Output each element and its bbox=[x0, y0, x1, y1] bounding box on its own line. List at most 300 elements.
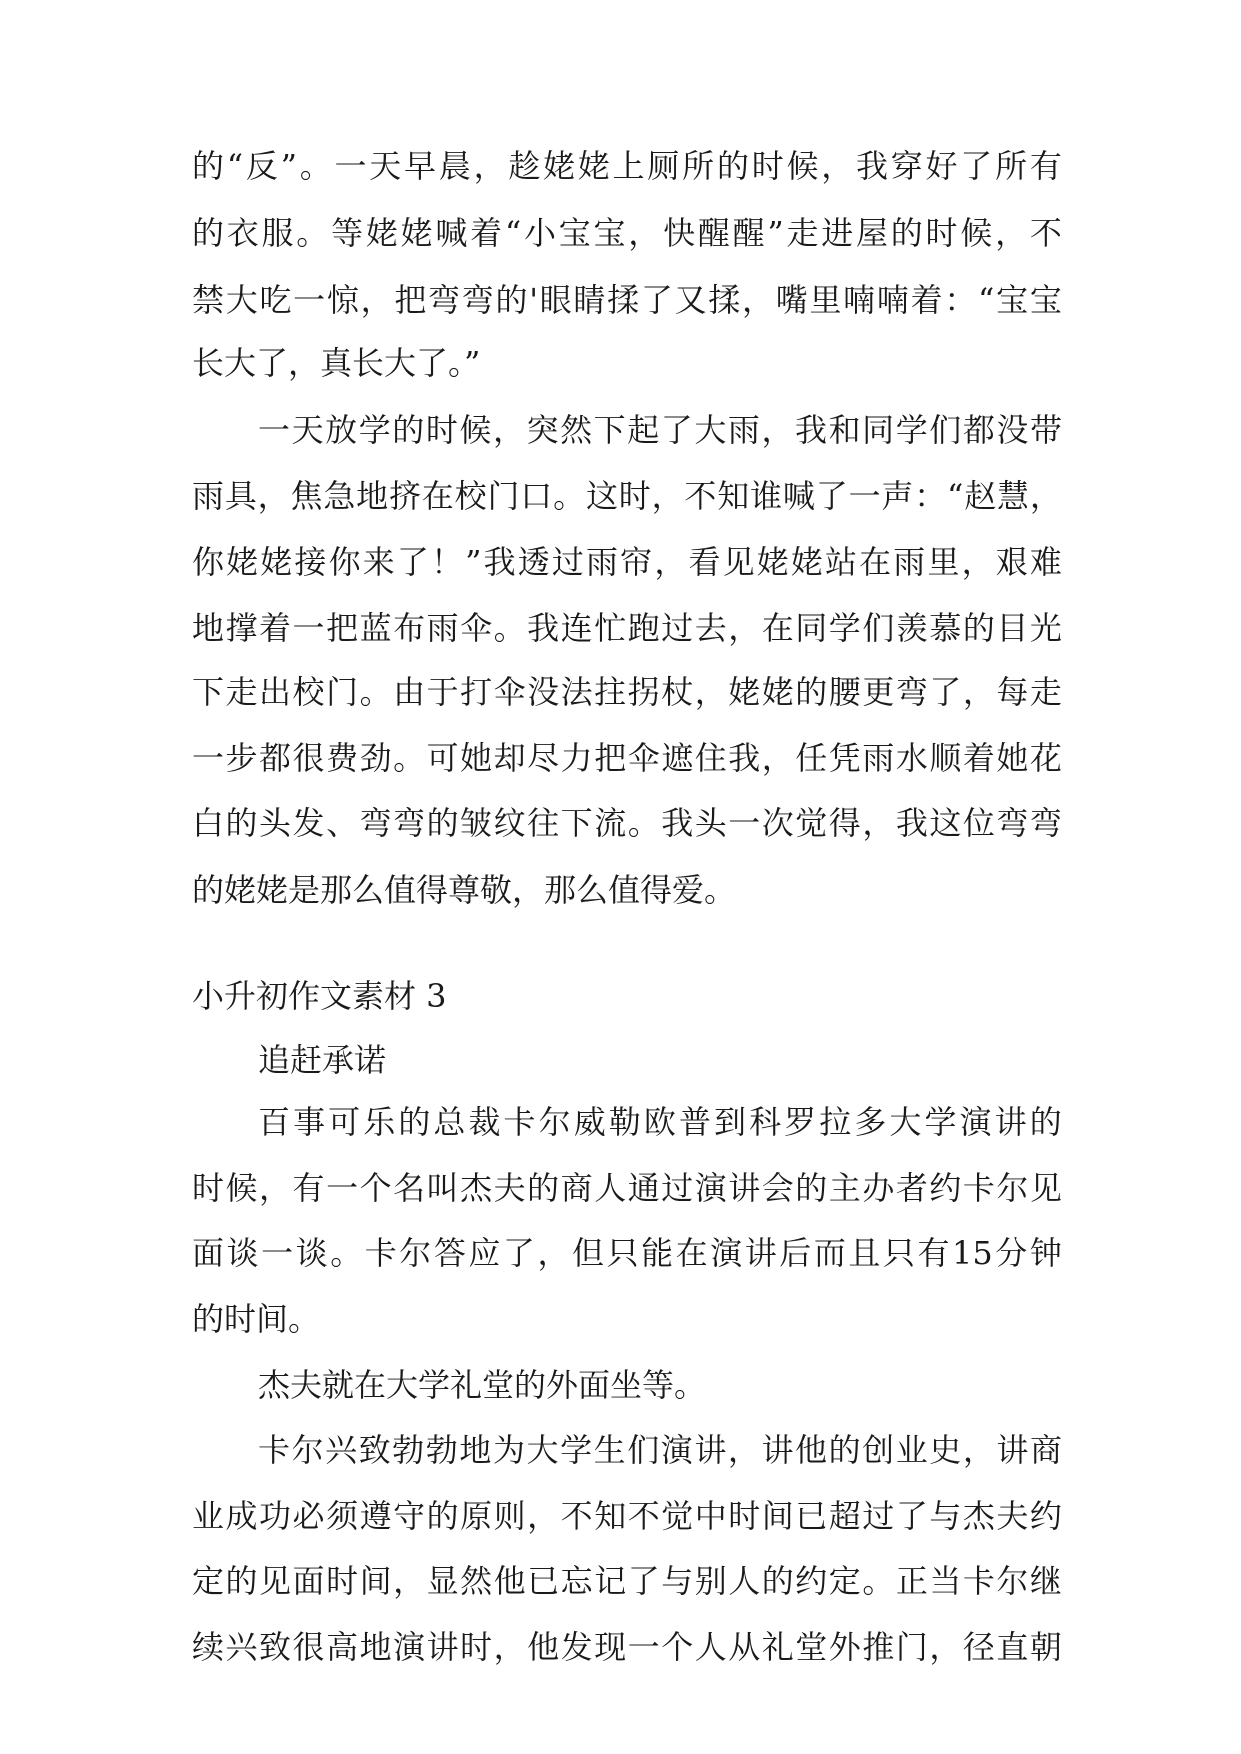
text-line bbox=[192, 1551, 1062, 1611]
glyph: 总 bbox=[433, 1103, 466, 1141]
glyph: 讲 bbox=[994, 1103, 1027, 1141]
glyph: 知 bbox=[717, 477, 750, 515]
glyph: 着 bbox=[259, 609, 292, 647]
glyph: 过 bbox=[862, 1497, 895, 1535]
glyph: 下 bbox=[560, 804, 593, 842]
glyph: 的 bbox=[795, 673, 828, 711]
text-line bbox=[192, 793, 1062, 853]
glyph: 她 bbox=[996, 739, 1029, 777]
glyph: 学 bbox=[924, 1103, 957, 1141]
glyph: ， bbox=[694, 673, 727, 711]
text-line bbox=[192, 728, 1062, 788]
glyph: 皱 bbox=[460, 804, 493, 842]
glyph: 必 bbox=[292, 1497, 325, 1535]
glyph: 了 bbox=[640, 281, 673, 319]
glyph: 勃 bbox=[392, 1431, 425, 1469]
glyph: 快 bbox=[663, 214, 696, 252]
glyph: 发 bbox=[560, 1628, 593, 1666]
glyph: 了 bbox=[502, 1234, 535, 1272]
glyph: 时 bbox=[326, 1562, 359, 1600]
glyph: 费 bbox=[326, 739, 359, 777]
glyph: ， bbox=[961, 543, 994, 581]
glyph: 我 bbox=[483, 543, 516, 581]
glyph: 里 bbox=[809, 281, 842, 319]
glyph: 声 bbox=[881, 477, 914, 515]
glyph: 、 bbox=[326, 804, 359, 842]
glyph: 可 bbox=[426, 739, 459, 777]
glyph: 钟 bbox=[1029, 1234, 1062, 1272]
glyph: 姥 bbox=[400, 214, 433, 252]
glyph: 这 bbox=[585, 477, 618, 515]
glyph: 慕 bbox=[929, 609, 962, 647]
glyph: 定 bbox=[828, 1562, 861, 1600]
glyph: 。 bbox=[296, 214, 329, 252]
glyph: 一 bbox=[848, 477, 881, 515]
glyph: ， bbox=[821, 147, 854, 185]
glyph: 的 bbox=[1029, 1103, 1062, 1141]
glyph: 了 bbox=[660, 411, 693, 449]
glyph: 面 bbox=[292, 1562, 325, 1600]
glyph: 杰 bbox=[460, 1169, 493, 1207]
text-line bbox=[192, 662, 1062, 722]
text-line bbox=[192, 136, 1062, 196]
glyph: 地 bbox=[459, 1431, 492, 1469]
glyph: 难 bbox=[1029, 543, 1062, 581]
glyph: 上 bbox=[612, 147, 645, 185]
glyph: 们 bbox=[862, 609, 895, 647]
glyph: 我 bbox=[527, 609, 560, 647]
glyph: 见 bbox=[1029, 1169, 1062, 1207]
glyph: 所 bbox=[995, 147, 1028, 185]
glyph: 不 bbox=[627, 1497, 660, 1535]
glyph: ， bbox=[654, 543, 687, 581]
glyph: 着 bbox=[470, 214, 503, 252]
glyph: 了 bbox=[929, 673, 962, 711]
glyph: 现 bbox=[594, 1628, 627, 1666]
glyph: 卡 bbox=[503, 1103, 536, 1141]
glyph: 勃 bbox=[425, 1431, 458, 1469]
glyph: 通 bbox=[627, 1169, 660, 1207]
glyph: 外 bbox=[828, 1628, 861, 1666]
glyph: 从 bbox=[728, 1628, 761, 1666]
glyph: 姥 bbox=[761, 673, 794, 711]
glyph: 光 bbox=[1029, 609, 1062, 647]
glyph: 欧 bbox=[643, 1103, 676, 1141]
glyph: 一 bbox=[292, 609, 325, 647]
glyph: 揉 bbox=[607, 281, 640, 319]
glyph: 们 bbox=[929, 411, 962, 449]
glyph: 候 bbox=[459, 411, 492, 449]
glyph: 我 bbox=[895, 804, 928, 842]
glyph: 。 bbox=[393, 739, 426, 777]
glyph: 姥 bbox=[365, 214, 398, 252]
glyph: 创 bbox=[862, 1431, 895, 1469]
glyph: 面 bbox=[192, 1234, 225, 1272]
glyph: 头 bbox=[694, 804, 727, 842]
glyph: 夫 bbox=[996, 1497, 1029, 1535]
glyph: 定 bbox=[192, 1562, 225, 1600]
glyph: ， bbox=[761, 739, 794, 777]
glyph: 挤 bbox=[388, 477, 421, 515]
glyph: 演 bbox=[710, 1234, 743, 1272]
glyph: 候 bbox=[960, 214, 993, 252]
glyph: 流 bbox=[594, 804, 627, 842]
glyph: 法 bbox=[560, 673, 593, 711]
glyph: 后 bbox=[779, 1234, 812, 1272]
glyph: 当 bbox=[929, 1562, 962, 1600]
glyph: 嘴 bbox=[775, 281, 808, 319]
glyph: 纹 bbox=[493, 804, 526, 842]
glyph: 具 bbox=[224, 477, 257, 515]
glyph: 时 bbox=[425, 411, 458, 449]
glyph: 时 bbox=[751, 147, 784, 185]
glyph: ， bbox=[962, 1431, 995, 1469]
glyph: 伞 bbox=[493, 673, 526, 711]
glyph: 卡 bbox=[962, 1562, 995, 1600]
glyph: 应 bbox=[468, 1234, 501, 1272]
glyph: 发 bbox=[292, 804, 325, 842]
glyph: 致 bbox=[358, 1431, 391, 1469]
glyph: 白 bbox=[192, 804, 225, 842]
glyph: 的 bbox=[426, 804, 459, 842]
glyph: ， bbox=[962, 673, 995, 711]
glyph: 我 bbox=[728, 739, 761, 777]
glyph: 一 bbox=[258, 411, 291, 449]
glyph: 反 bbox=[245, 147, 278, 185]
glyph: 一 bbox=[627, 1628, 660, 1666]
glyph: 早 bbox=[404, 147, 437, 185]
glyph: 主 bbox=[828, 1169, 861, 1207]
glyph: 走 bbox=[786, 214, 819, 252]
glyph: 校 bbox=[454, 477, 487, 515]
glyph: 很 bbox=[292, 1628, 325, 1666]
glyph: 厕 bbox=[647, 147, 680, 185]
glyph: ， bbox=[929, 1628, 962, 1666]
glyph: 杰 bbox=[962, 1497, 995, 1535]
text-line bbox=[258, 400, 1062, 460]
glyph: “ bbox=[504, 214, 522, 252]
glyph: 雨 bbox=[192, 477, 225, 515]
glyph: 急 bbox=[323, 477, 356, 515]
glyph: 你 bbox=[328, 543, 361, 581]
glyph: ： bbox=[944, 281, 977, 319]
glyph: 15 bbox=[952, 1234, 993, 1272]
glyph: 一 bbox=[192, 739, 225, 777]
glyph: 一 bbox=[293, 281, 326, 319]
glyph: 连 bbox=[560, 609, 593, 647]
glyph: 只 bbox=[606, 1234, 639, 1272]
glyph: 宝 bbox=[1029, 281, 1062, 319]
glyph: 等 bbox=[331, 214, 364, 252]
text-line bbox=[192, 270, 1062, 330]
glyph: 学 bbox=[828, 609, 861, 647]
glyph: ， bbox=[537, 1234, 570, 1272]
glyph: 趁 bbox=[508, 147, 541, 185]
glyph: 住 bbox=[694, 739, 727, 777]
glyph: 顺 bbox=[929, 739, 962, 777]
glyph: 跑 bbox=[627, 609, 660, 647]
glyph: 知 bbox=[594, 1497, 627, 1535]
text-line bbox=[192, 203, 1062, 263]
glyph: 直 bbox=[996, 1628, 1029, 1666]
glyph: 醒 bbox=[697, 214, 730, 252]
glyph: 学 bbox=[895, 411, 928, 449]
text-line: 杰夫就在大学礼堂的外面坐等。 bbox=[258, 1366, 707, 1404]
glyph: 姥 bbox=[543, 147, 576, 185]
glyph: 弯 bbox=[393, 804, 426, 842]
glyph: 没 bbox=[996, 411, 1029, 449]
glyph: 花 bbox=[1029, 739, 1062, 777]
glyph: 的 bbox=[192, 214, 225, 252]
glyph: 打 bbox=[460, 673, 493, 711]
glyph: 。 bbox=[493, 609, 526, 647]
glyph: 时 bbox=[460, 1628, 493, 1666]
glyph: 们 bbox=[627, 1431, 660, 1469]
glyph: 的 bbox=[527, 1169, 560, 1207]
text-line bbox=[192, 1486, 1062, 1546]
glyph: 百 bbox=[258, 1103, 291, 1141]
glyph: 下 bbox=[192, 673, 225, 711]
glyph: 致 bbox=[259, 1628, 292, 1666]
glyph: 下 bbox=[593, 411, 626, 449]
glyph: “ bbox=[978, 281, 995, 319]
glyph: 演 bbox=[660, 1431, 693, 1469]
glyph: 讲 bbox=[996, 1431, 1029, 1469]
glyph: 一 bbox=[728, 804, 761, 842]
glyph: 有 bbox=[1029, 147, 1062, 185]
glyph: 与 bbox=[661, 1562, 694, 1600]
glyph: 堂 bbox=[795, 1628, 828, 1666]
glyph: 不 bbox=[1029, 214, 1062, 252]
glyph: 尽 bbox=[527, 739, 560, 777]
glyph: 个 bbox=[359, 1169, 392, 1207]
glyph: 口 bbox=[520, 477, 553, 515]
glyph: 眼 bbox=[539, 281, 572, 319]
glyph: 过 bbox=[661, 609, 694, 647]
glyph: 了 bbox=[815, 477, 848, 515]
glyph: 拉 bbox=[819, 1103, 852, 1141]
glyph: 这 bbox=[929, 804, 962, 842]
glyph: 站 bbox=[825, 543, 858, 581]
glyph: 凭 bbox=[828, 739, 861, 777]
glyph: 衣 bbox=[226, 214, 259, 252]
glyph: 他 bbox=[795, 1431, 828, 1469]
glyph: 须 bbox=[326, 1497, 359, 1535]
glyph: ， bbox=[862, 804, 895, 842]
glyph: 然 bbox=[460, 1562, 493, 1600]
glyph: 。 bbox=[359, 673, 392, 711]
glyph: 讲 bbox=[694, 1431, 727, 1469]
section-heading: 小升初作文素材 3 bbox=[192, 977, 447, 1015]
glyph: 科 bbox=[749, 1103, 782, 1141]
glyph: 乐 bbox=[363, 1103, 396, 1141]
glyph: 遵 bbox=[359, 1497, 392, 1535]
glyph: 时 bbox=[618, 477, 651, 515]
glyph: 天 bbox=[291, 411, 324, 449]
glyph: 得 bbox=[828, 804, 861, 842]
glyph: 尔 bbox=[538, 1103, 571, 1141]
glyph: 讲 bbox=[761, 1431, 794, 1469]
glyph: 门 bbox=[487, 477, 520, 515]
glyph: 演 bbox=[393, 1628, 426, 1666]
glyph: 讲 bbox=[744, 1234, 777, 1272]
glyph: 在 bbox=[859, 543, 892, 581]
glyph: 的 bbox=[890, 214, 923, 252]
glyph: 拐 bbox=[627, 673, 660, 711]
glyph: ， bbox=[1029, 477, 1062, 515]
text-line: 的时间。 bbox=[192, 1300, 321, 1338]
glyph: ” bbox=[465, 543, 482, 581]
glyph: 高 bbox=[326, 1628, 359, 1666]
glyph: 的 bbox=[716, 147, 749, 185]
glyph: ： bbox=[914, 477, 947, 515]
glyph: 姥 bbox=[728, 673, 761, 711]
glyph: “ bbox=[947, 477, 964, 515]
glyph: 人 bbox=[594, 1169, 627, 1207]
glyph: 进 bbox=[821, 214, 854, 252]
glyph: 都 bbox=[259, 739, 292, 777]
glyph: 看 bbox=[688, 543, 721, 581]
glyph: 很 bbox=[292, 739, 325, 777]
glyph: ， bbox=[259, 1169, 292, 1207]
glyph: 里 bbox=[927, 543, 960, 581]
glyph: 和 bbox=[828, 411, 861, 449]
text-line: 长大了，真长大了。” bbox=[192, 344, 481, 382]
glyph: 卡 bbox=[364, 1234, 397, 1272]
glyph: 去 bbox=[694, 609, 727, 647]
glyph: 走 bbox=[1029, 673, 1062, 711]
glyph: ， bbox=[728, 609, 761, 647]
glyph: 讲 bbox=[728, 1169, 761, 1207]
glyph: 成 bbox=[225, 1497, 258, 1535]
glyph: 卡 bbox=[258, 1431, 291, 1469]
glyph: 谈 bbox=[295, 1234, 328, 1272]
glyph: 姥 bbox=[260, 543, 293, 581]
text-line bbox=[192, 598, 1062, 658]
text-line bbox=[192, 466, 1062, 526]
text-line bbox=[258, 1420, 1062, 1480]
glyph: 宝 bbox=[558, 214, 591, 252]
glyph: 可 bbox=[328, 1103, 361, 1141]
glyph: 在 bbox=[675, 1234, 708, 1272]
glyph: 个 bbox=[661, 1628, 694, 1666]
glyph: 劲 bbox=[359, 739, 392, 777]
glyph: 没 bbox=[527, 673, 560, 711]
glyph: 门 bbox=[326, 673, 359, 711]
glyph: ！ bbox=[430, 543, 463, 581]
glyph: 见 bbox=[259, 1562, 292, 1600]
glyph: 时 bbox=[192, 1169, 225, 1207]
glyph: 推 bbox=[862, 1628, 895, 1666]
glyph: 由 bbox=[393, 673, 426, 711]
glyph: 尔 bbox=[996, 1562, 1029, 1600]
glyph: 次 bbox=[761, 804, 794, 842]
glyph: ' bbox=[529, 281, 538, 319]
glyph: 能 bbox=[641, 1234, 674, 1272]
glyph: 禁 bbox=[192, 281, 225, 319]
glyph: ， bbox=[360, 281, 393, 319]
glyph: 多 bbox=[854, 1103, 887, 1141]
glyph: 的 bbox=[398, 1103, 431, 1141]
glyph: 着 bbox=[962, 739, 995, 777]
glyph: 罗 bbox=[784, 1103, 817, 1141]
glyph: 但 bbox=[572, 1234, 605, 1272]
glyph: 我 bbox=[661, 804, 694, 842]
glyph: 尔 bbox=[399, 1234, 432, 1272]
glyph: 演 bbox=[959, 1103, 992, 1141]
glyph: 谁 bbox=[750, 477, 783, 515]
glyph: 分 bbox=[995, 1234, 1028, 1272]
glyph: ， bbox=[742, 281, 775, 319]
glyph: 的 bbox=[225, 804, 258, 842]
glyph: 已 bbox=[795, 1497, 828, 1535]
glyph: 目 bbox=[996, 609, 1029, 647]
glyph: ， bbox=[628, 214, 661, 252]
glyph: 史 bbox=[929, 1431, 962, 1469]
glyph: 商 bbox=[1029, 1431, 1062, 1469]
glyph: 门 bbox=[895, 1628, 928, 1666]
glyph: 守 bbox=[393, 1497, 426, 1535]
glyph: 着 bbox=[910, 281, 943, 319]
glyph: 把 bbox=[326, 609, 359, 647]
glyph: 而 bbox=[813, 1234, 846, 1272]
glyph: 的 bbox=[495, 281, 528, 319]
glyph: ， bbox=[727, 1431, 760, 1469]
glyph: 任 bbox=[795, 739, 828, 777]
glyph: 答 bbox=[433, 1234, 466, 1272]
glyph: 事 bbox=[293, 1103, 326, 1141]
glyph: 讲 bbox=[426, 1628, 459, 1666]
glyph: 同 bbox=[795, 609, 828, 647]
glyph: 普 bbox=[678, 1103, 711, 1141]
glyph: 者 bbox=[895, 1169, 928, 1207]
glyph: 校 bbox=[292, 673, 325, 711]
glyph: 别 bbox=[694, 1562, 727, 1600]
glyph: “ bbox=[226, 147, 244, 185]
glyph: 他 bbox=[493, 1562, 526, 1600]
glyph: 姥 bbox=[577, 147, 610, 185]
glyph: ， bbox=[651, 477, 684, 515]
glyph: 雨 bbox=[893, 543, 926, 581]
glyph: 头 bbox=[259, 804, 292, 842]
glyph: 他 bbox=[527, 1628, 560, 1666]
glyph: 宝 bbox=[996, 281, 1029, 319]
glyph: 的 bbox=[392, 411, 425, 449]
glyph: 则 bbox=[493, 1497, 526, 1535]
glyph: 慧 bbox=[997, 477, 1030, 515]
glyph: 喊 bbox=[782, 477, 815, 515]
glyph: 走 bbox=[225, 673, 258, 711]
glyph: 大 bbox=[889, 1103, 922, 1141]
glyph: 了 bbox=[895, 1497, 928, 1535]
glyph: 卡 bbox=[962, 1169, 995, 1207]
glyph: 蓝 bbox=[359, 609, 392, 647]
glyph: 腰 bbox=[828, 673, 861, 711]
glyph: 生 bbox=[593, 1431, 626, 1469]
glyph: 时 bbox=[925, 214, 958, 252]
glyph: 雨 bbox=[862, 739, 895, 777]
glyph: 雨 bbox=[586, 543, 619, 581]
glyph: 把 bbox=[394, 281, 427, 319]
glyph: ， bbox=[393, 1562, 426, 1600]
glyph: 同 bbox=[862, 411, 895, 449]
glyph: 接 bbox=[294, 543, 327, 581]
glyph: 弯 bbox=[359, 804, 392, 842]
glyph: 原 bbox=[460, 1497, 493, 1535]
text-line bbox=[192, 1617, 1062, 1677]
glyph: 裁 bbox=[468, 1103, 501, 1141]
glyph: 勒 bbox=[608, 1103, 641, 1141]
